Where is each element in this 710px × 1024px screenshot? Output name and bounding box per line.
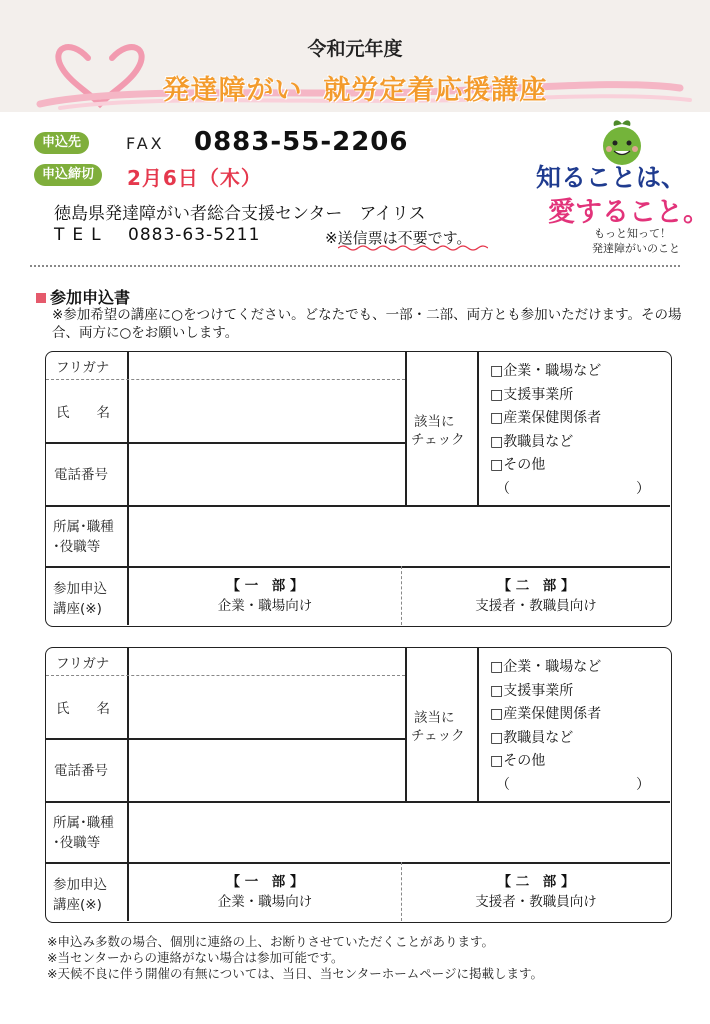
course-label-1: 参加申込 — [53, 581, 107, 597]
phone-input[interactable] — [129, 444, 404, 504]
name-label: 氏 名 — [56, 701, 110, 717]
logo-text-line2: 愛すること。 — [548, 197, 710, 228]
furigana-label: フリガナ — [56, 360, 110, 376]
furigana-label: フリガナ — [56, 656, 110, 672]
affiliation-label-2: ･役職等 — [53, 539, 101, 555]
phone-label: 電話番号 — [54, 467, 108, 483]
tel-number: 0883-63-5211 — [128, 225, 261, 245]
footnote-1: ※申込み多数の場合、個別に連絡の上、お断りさせていただくことがあります。 — [47, 934, 494, 949]
name-input[interactable] — [129, 381, 404, 441]
name-input[interactable] — [129, 677, 404, 737]
part1-option[interactable] — [129, 576, 401, 616]
fiscal-year: 令和元年度 — [307, 38, 403, 60]
part1-target: 企業・職場向け — [217, 894, 313, 910]
section-square-icon — [36, 293, 46, 303]
application-form-1 — [45, 351, 672, 627]
wavy-underline — [338, 244, 488, 252]
checkbox-company[interactable]: □企業・職場など — [490, 659, 602, 675]
course-title-part2: 就労定着応援講座 — [323, 75, 548, 106]
organization-name: 徳島県発達障がい者総合支援センター アイリス — [54, 204, 426, 224]
part1-title: 【 一 部 】 — [226, 578, 304, 594]
logo-text-line3: もっと知って！ — [594, 227, 671, 240]
deadline-date: 2月6日（木） — [127, 166, 262, 190]
phone-input[interactable] — [129, 740, 404, 800]
tel-label: TEL — [54, 225, 109, 245]
check-label-1: 該当に — [414, 710, 455, 726]
cover-sheet-note: ※送信票は不要です。 — [325, 229, 472, 247]
checkbox-other[interactable]: □その他 — [490, 753, 546, 769]
affiliation-label-2: ･役職等 — [53, 835, 101, 851]
checkbox-occupational-health[interactable]: □産業保健関係者 — [490, 706, 602, 722]
phone-label: 電話番号 — [54, 763, 108, 779]
part1-title: 【 一 部 】 — [226, 874, 304, 890]
course-label-1: 参加申込 — [53, 877, 107, 893]
check-label-2: チェック — [411, 432, 465, 448]
part1-target: 企業・職場向け — [217, 598, 313, 614]
part2-target: 支援者・教職員向け — [475, 598, 597, 614]
part2-option[interactable] — [402, 872, 670, 912]
logo-text-line1: 知ることは、 — [536, 163, 687, 192]
affiliation-label-1: 所属･職種 — [53, 519, 114, 535]
footnote-3: ※天候不良に伴う開催の有無については、当日、当センターホームページに掲載します。 — [47, 966, 543, 981]
course-title — [0, 68, 710, 107]
category-checklist — [490, 360, 650, 501]
section-title-text: 参加申込書 — [50, 288, 131, 307]
part1-option[interactable] — [129, 872, 401, 912]
other-paren[interactable]: （ ） — [496, 480, 650, 497]
checkbox-teacher[interactable]: □教職員など — [490, 729, 574, 746]
other-paren[interactable]: （ ） — [496, 776, 650, 793]
affiliation-input[interactable] — [129, 507, 669, 565]
checkbox-teacher[interactable]: □教職員など — [490, 433, 574, 450]
application-instruction: ※参加希望の講座に○をつけてください。どなたでも、一部・二部、両方とも参加いただけます。その場合、両方に○をお願いします。 — [52, 307, 682, 341]
course-title-part1: 発達障がい — [162, 75, 303, 106]
deadline-badge: 申込締切 — [34, 164, 102, 186]
part2-option[interactable] — [402, 576, 670, 616]
category-checklist — [490, 656, 650, 797]
part2-target: 支援者・教職員向け — [475, 894, 597, 910]
part2-title: 【 二 部 】 — [497, 578, 575, 594]
footnote-2: ※当センターからの連絡がない場合は参加可能です。 — [47, 950, 344, 965]
checkbox-support-office[interactable]: □支援事業所 — [490, 682, 574, 699]
apply-badge: 申込先 — [34, 132, 89, 154]
check-label-2: チェック — [411, 728, 465, 744]
course-label-2: 講座(※) — [53, 601, 102, 617]
check-label-1: 該当に — [414, 414, 455, 430]
affiliation-label-1: 所属･職種 — [53, 815, 114, 831]
application-form-2 — [45, 647, 672, 923]
furigana-input[interactable] — [129, 648, 404, 675]
section-title — [36, 285, 130, 308]
footnotes — [47, 934, 543, 982]
furigana-input[interactable] — [129, 352, 404, 379]
checkbox-company[interactable]: □企業・職場など — [490, 363, 602, 379]
part2-title: 【 二 部 】 — [497, 874, 575, 890]
fax-label: FAX — [126, 134, 165, 153]
name-label: 氏 名 — [56, 405, 110, 421]
checkbox-other[interactable]: □その他 — [490, 457, 546, 473]
logo-text-line4: 発達障がいのこと — [592, 242, 680, 255]
checkbox-occupational-health[interactable]: □産業保健関係者 — [490, 410, 602, 426]
section-divider — [30, 265, 680, 267]
campaign-logo — [530, 118, 710, 258]
fax-number: 0883-55-2206 — [194, 127, 409, 157]
affiliation-input[interactable] — [129, 803, 669, 861]
course-label-2: 講座(※) — [53, 897, 102, 913]
checkbox-support-office[interactable]: □支援事業所 — [490, 386, 574, 403]
